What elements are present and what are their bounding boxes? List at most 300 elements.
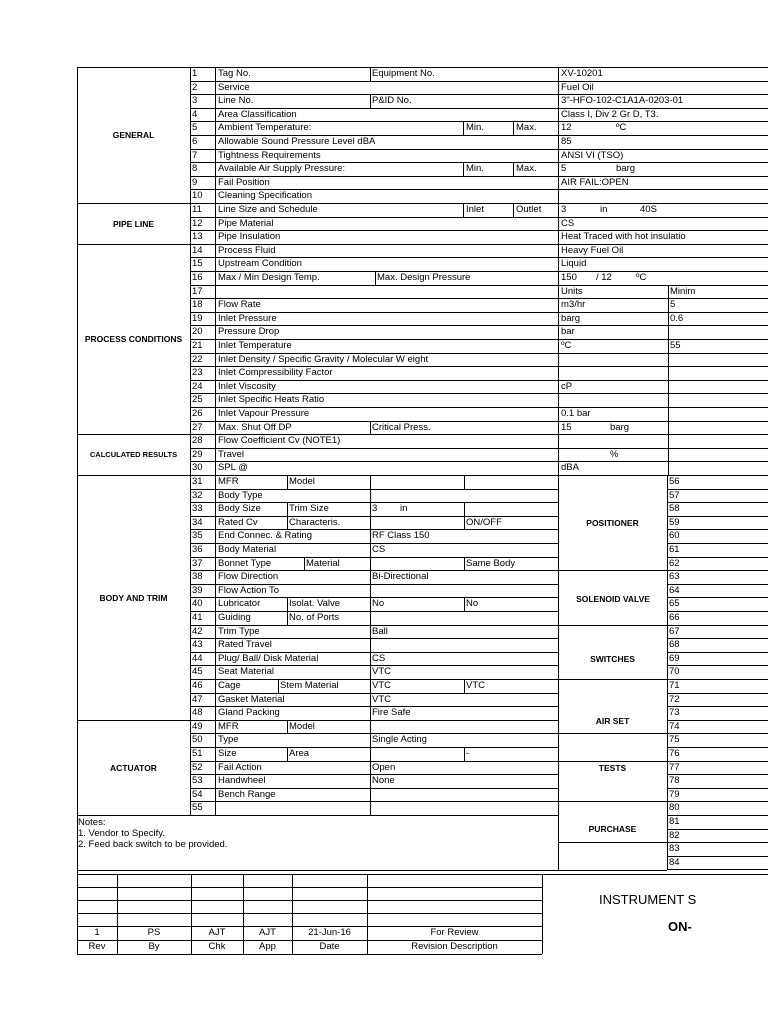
right-row-line — [667, 557, 768, 558]
row-sublabel: Model — [289, 476, 315, 487]
row-number: 50 — [192, 734, 203, 746]
right-row-line — [667, 665, 768, 666]
right-section-divider — [558, 870, 667, 871]
cell-divider — [513, 121, 514, 135]
cell-divider — [370, 625, 371, 639]
row-sublabel: Model — [289, 720, 315, 732]
right-row-number: 65 — [669, 598, 680, 610]
title-line-1: INSTRUMENT S — [599, 892, 697, 907]
row-label: Inlet Pressure — [218, 312, 277, 324]
row-value: XV-10201 — [561, 68, 603, 79]
row-number: 48 — [192, 707, 203, 719]
row-value: Fuel Oil — [561, 81, 594, 93]
section-switches: SWITCHES — [590, 654, 635, 664]
revision-row-line — [77, 954, 542, 955]
row-label: Available Air Supply Pressure: — [218, 163, 346, 175]
right-row-line — [667, 584, 768, 585]
cell-divider — [375, 271, 376, 285]
row-value: 0.1 bar — [561, 408, 591, 419]
right-row-number: 83 — [669, 843, 680, 855]
row-value: Liquid — [561, 258, 587, 270]
notes-heading: Notes: — [78, 817, 106, 828]
row-unit-secondary: 40S — [640, 204, 657, 215]
right-row-line — [667, 774, 768, 775]
max-label: Max. — [516, 122, 537, 134]
row-label: Rated Cv — [218, 516, 258, 528]
right-row-number: 66 — [669, 612, 680, 623]
row-number: 6 — [192, 136, 198, 147]
right-row-line — [667, 761, 768, 762]
row-label: Fail Position — [218, 176, 270, 188]
row-number: 39 — [192, 584, 203, 596]
row-sublabel: Characteris. — [289, 516, 341, 528]
rev-by: PS — [147, 927, 161, 938]
row-value: ANSI VI (TSO) — [561, 149, 624, 161]
row-value: 15 — [561, 421, 572, 433]
cell-divider — [370, 611, 371, 625]
right-row-number: 71 — [669, 680, 680, 691]
cell-divider — [370, 747, 371, 761]
row-number: 29 — [192, 448, 203, 460]
row-label: Lubricator — [218, 598, 261, 610]
row-sublabel: Area — [289, 748, 310, 759]
row-minimum: 5 — [670, 299, 676, 311]
right-row-number: 80 — [669, 802, 680, 814]
row-value: Fire Safe — [372, 707, 411, 719]
cell-divider — [370, 665, 371, 679]
cell-divider — [370, 421, 371, 435]
max-label: Max. — [516, 163, 537, 175]
number-column-left — [190, 67, 191, 815]
row-line — [190, 720, 558, 721]
row-number: 16 — [192, 272, 203, 283]
row-label: Size — [218, 748, 237, 759]
cell-divider — [464, 747, 465, 761]
right-row-line — [667, 869, 768, 870]
right-row-number: 57 — [669, 489, 680, 501]
row-unit: % — [610, 448, 619, 460]
row-sublabel: No. of Ports — [289, 612, 340, 623]
row-unit: barg — [610, 421, 630, 433]
row-value: 150 — [561, 272, 577, 283]
right-row-line — [667, 720, 768, 721]
row-value: dBA — [561, 462, 579, 474]
right-row-number: 62 — [669, 557, 680, 569]
row-sublabel: Material — [306, 557, 340, 569]
right-row-number: 72 — [669, 693, 680, 705]
row-label: Bench Range — [218, 788, 276, 800]
right-row-line — [667, 489, 768, 490]
revision-row-line — [77, 913, 542, 914]
row-number: 12 — [192, 217, 203, 229]
row-number: 21 — [192, 340, 203, 351]
row-number: 38 — [192, 571, 203, 583]
row-value: Single Acting — [372, 734, 427, 746]
cell-divider — [278, 679, 279, 693]
row-label: Gasket Material — [218, 693, 285, 705]
cell-divider — [370, 679, 371, 693]
cell-divider — [287, 502, 288, 516]
row-label: Fail Action — [218, 761, 262, 773]
right-row-line — [667, 516, 768, 517]
row-line — [190, 244, 768, 245]
row-sublabel: Isolat. Valve — [289, 598, 341, 610]
right-row-line — [667, 638, 768, 639]
right-row-line — [667, 706, 768, 707]
cell-divider — [464, 516, 465, 530]
row-label: End Connec. & Rating — [218, 530, 313, 542]
row-label: Inlet Temperature — [218, 340, 292, 351]
right-row-number: 64 — [669, 584, 680, 596]
row-number: 31 — [192, 476, 203, 487]
row-value: Heavy Fuel Oil — [561, 244, 624, 256]
row-number: 27 — [192, 421, 203, 433]
row-number: 15 — [192, 258, 203, 270]
row-number: 10 — [192, 190, 203, 202]
section-tests: TESTS — [598, 762, 627, 773]
row-label: Body Size — [218, 503, 261, 515]
row-label: Bonnet Type — [218, 557, 272, 569]
cell-divider — [370, 543, 371, 557]
cell-divider — [370, 570, 371, 584]
row-number: 46 — [192, 680, 203, 691]
row-label: Body Material — [218, 544, 277, 555]
cell-divider — [370, 475, 371, 489]
row-label: Line No. — [218, 95, 254, 107]
cell-divider — [287, 475, 288, 489]
row-minimum: 0.6 — [670, 312, 684, 324]
row-number: 3 — [192, 95, 198, 107]
row-value: cP — [561, 380, 573, 392]
section-air-set: AIR SET — [595, 715, 630, 726]
cell-divider — [370, 652, 371, 666]
row-number: 19 — [192, 312, 203, 324]
cell-divider — [287, 747, 288, 761]
row-option: No — [466, 598, 479, 610]
rev-header-date: Date — [319, 941, 340, 952]
row-number: 49 — [192, 720, 203, 732]
right-row-number: 58 — [669, 503, 680, 515]
row-value: 12 — [561, 122, 572, 134]
row-option: - — [466, 748, 470, 759]
rev-header-app: App — [259, 941, 276, 952]
row-value: ºC — [561, 340, 572, 351]
row-label: Pipe Material — [218, 217, 274, 229]
row-number: 8 — [192, 163, 198, 175]
row-label: Ambient Temperature: — [218, 122, 312, 134]
cell-divider — [370, 516, 371, 530]
row-sublabel: Critical Press. — [372, 421, 431, 433]
cell-divider — [463, 162, 464, 176]
row-label: Plug/ Ball/ Disk Material — [218, 652, 319, 664]
right-row-number: 69 — [669, 652, 680, 664]
row-number: 20 — [192, 326, 203, 338]
row-label: Area Classification — [218, 108, 297, 120]
right-row-number: 75 — [669, 734, 680, 746]
cell-divider — [287, 720, 288, 734]
right-row-line — [667, 842, 768, 843]
section-purchase: PURCHASE — [588, 824, 637, 834]
notes-bottom — [77, 870, 558, 871]
cell-divider — [464, 557, 465, 571]
row-label: Gland Packing — [218, 707, 280, 719]
rev-header-chk: Chk — [208, 941, 226, 952]
row-number: 13 — [192, 231, 203, 243]
cell-divider — [464, 679, 465, 693]
section-process-conditions: PROCESS CONDITIONS — [84, 334, 183, 344]
row-value: barg — [561, 312, 581, 324]
row-label: Allowable Sound Pressure Level dBA — [218, 136, 376, 147]
rev-app: AJT — [259, 927, 276, 938]
note-1: 1. Vendor to Specify. — [78, 828, 165, 839]
row-label: Flow Action To — [218, 584, 280, 596]
row-value: bar — [561, 326, 575, 338]
row-value: 5 — [561, 163, 567, 175]
right-row-number: 76 — [669, 748, 680, 759]
section-general: GENERAL — [112, 130, 155, 140]
cell-divider — [370, 67, 371, 81]
row-label: Max. Shut Off DP — [218, 421, 292, 433]
right-row-number: 73 — [669, 707, 680, 719]
cell-divider — [464, 502, 465, 516]
max-label: Outlet — [516, 204, 542, 215]
row-label: Inlet Specific Heats Ratio — [218, 394, 325, 406]
note-2: 2. Feed back switch to be provided. — [78, 839, 228, 850]
row-unit-secondary: ºC — [636, 272, 647, 283]
row-number: 42 — [192, 625, 203, 637]
row-label: Tag No. — [218, 68, 251, 79]
row-sublabel: Trim Size — [289, 503, 329, 515]
cell-divider — [370, 761, 371, 775]
right-row-number: 59 — [669, 516, 680, 528]
row-number: 51 — [192, 748, 203, 759]
cell-divider — [370, 801, 371, 815]
row-value: Class I, Div 2 Gr D, T3. — [561, 108, 659, 120]
row-value: AIR FAIL:OPEN — [561, 176, 629, 188]
right-row-number: 61 — [669, 544, 680, 555]
row-number: 24 — [192, 380, 203, 392]
row-line — [190, 461, 768, 462]
right-row-number: 68 — [669, 639, 680, 651]
cell-divider — [370, 706, 371, 720]
row-value: Heat Traced with hot insulatio — [561, 231, 686, 243]
right-row-line — [667, 693, 768, 694]
row-label: Line Size and Schedule — [218, 204, 318, 215]
row-number: 14 — [192, 244, 203, 256]
row-sublabel: Stem Material — [280, 680, 339, 691]
title-top — [542, 874, 768, 875]
section-body-and-trim: BODY AND TRIM — [99, 592, 168, 603]
row-number: 18 — [192, 299, 203, 311]
revision-row-line — [77, 887, 542, 888]
row-value: 3 — [561, 204, 567, 215]
right-row-number: 56 — [669, 476, 680, 487]
row-label: Body Type — [218, 489, 263, 501]
row-value: CS — [561, 217, 575, 229]
cell-divider — [463, 121, 464, 135]
extra-column — [668, 285, 669, 475]
row-label: Pipe Insulation — [218, 231, 281, 243]
cell-divider — [513, 162, 514, 176]
row-value: Ball — [372, 625, 388, 637]
row-label: Type — [218, 734, 239, 746]
row-label: Guiding — [218, 612, 251, 623]
right-row-line — [667, 788, 768, 789]
row-label: MFR — [218, 476, 239, 487]
right-row-number: 74 — [669, 720, 680, 732]
row-sublabel: Max. Design Pressure — [377, 272, 471, 283]
title-line-2: ON- — [668, 919, 692, 934]
cell-divider — [513, 203, 514, 217]
row-number: 9 — [192, 176, 198, 188]
right-row-line — [667, 829, 768, 830]
cell-divider — [287, 597, 288, 611]
cell-divider — [287, 516, 288, 530]
row-number: 53 — [192, 775, 203, 787]
row-sublabel: Equipment No. — [372, 68, 435, 79]
row-line — [190, 448, 768, 449]
row-value: 3"-HFO-102-C1A1A-0203-01 — [561, 95, 684, 107]
row-number: 36 — [192, 544, 203, 555]
row-number: 17 — [192, 285, 203, 297]
cell-divider — [463, 203, 464, 217]
row-label: Pressure Drop — [218, 326, 280, 338]
row-number: 34 — [192, 516, 203, 528]
row-label: Travel — [218, 448, 245, 460]
row-label: Rated Travel — [218, 639, 272, 651]
right-row-number: 63 — [669, 571, 680, 583]
right-row-line — [667, 815, 768, 816]
row-label: Flow Direction — [218, 571, 279, 583]
row-value: Open — [372, 761, 396, 773]
cell-divider — [464, 475, 465, 489]
section-calculated-results: CALCULATED RESULTS — [89, 449, 178, 459]
right-row-line — [667, 747, 768, 748]
cell-divider — [370, 597, 371, 611]
right-row-line — [667, 625, 768, 626]
row-minimum: Minim — [670, 285, 696, 297]
cell-divider — [370, 693, 371, 707]
cell-divider — [370, 774, 371, 788]
right-row-number: 77 — [669, 761, 680, 773]
row-value: Bi-Directional — [372, 571, 429, 583]
row-line — [190, 81, 768, 82]
row-label: Tightness Requirements — [218, 149, 321, 161]
right-row-line — [667, 597, 768, 598]
row-number: 32 — [192, 489, 203, 501]
row-option: ON/OFF — [466, 516, 502, 528]
rev-header-rev: Rev — [88, 941, 106, 952]
row-line — [190, 67, 768, 68]
row-value: Units — [561, 285, 583, 297]
rev-desc: For Review — [430, 927, 479, 938]
row-number: 23 — [192, 367, 203, 379]
right-row-line — [667, 801, 768, 802]
row-option: Same Body — [466, 557, 516, 569]
row-label: SPL @ — [218, 462, 248, 474]
cell-divider — [370, 94, 371, 108]
row-label: Service — [218, 81, 250, 93]
row-label: Cage — [218, 680, 241, 691]
row-label: Inlet Density / Specific Gravity / Molecular W eight — [218, 353, 429, 365]
right-number-column — [667, 475, 668, 869]
row-value: 3 — [372, 503, 378, 515]
row-unit: ºC — [616, 122, 627, 134]
min-label: Min. — [466, 163, 484, 175]
right-row-number: 79 — [669, 788, 680, 800]
row-minimum: 55 — [670, 340, 681, 351]
row-label: Trim Type — [218, 625, 260, 637]
row-line — [190, 217, 768, 218]
row-number: 7 — [192, 149, 198, 161]
cell-divider — [370, 557, 371, 571]
revision-row-line — [77, 874, 542, 875]
right-row-line — [667, 570, 768, 571]
row-number: 2 — [192, 81, 198, 93]
row-option: VTC — [466, 680, 485, 691]
row-label: Upstream Condition — [218, 258, 302, 270]
row-value: None — [372, 775, 395, 787]
row-number: 35 — [192, 530, 203, 542]
section-pipe-line: PIPE LINE — [112, 218, 155, 229]
row-label: Process Fluid — [218, 244, 276, 256]
rev-date: 21-Jun-16 — [308, 927, 351, 938]
right-row-line — [667, 856, 768, 857]
row-number: 28 — [192, 435, 203, 447]
row-value: m3/hr — [561, 299, 586, 311]
row-number: 37 — [192, 557, 203, 569]
row-value: CS — [372, 652, 386, 664]
cell-divider — [370, 489, 371, 503]
row-line — [190, 176, 768, 177]
row-line — [190, 815, 558, 816]
row-value: VTC — [372, 680, 391, 691]
row-unit: in — [400, 503, 408, 515]
cell-divider — [370, 529, 371, 543]
right-row-line — [667, 475, 768, 476]
right-row-line — [667, 611, 768, 612]
cell-divider — [370, 788, 371, 802]
row-number: 55 — [192, 802, 203, 814]
rev-header-by: By — [148, 941, 160, 952]
right-row-line — [667, 652, 768, 653]
row-line — [190, 298, 768, 299]
row-unit: in — [600, 204, 608, 215]
row-number: 26 — [192, 408, 203, 419]
row-label: Inlet Compressibility Factor — [218, 367, 333, 379]
section-actuator: ACTUATOR — [110, 763, 157, 773]
cell-divider — [370, 502, 371, 516]
row-label: Cleaning Specification — [218, 190, 313, 202]
cell-divider — [464, 597, 465, 611]
row-number: 33 — [192, 503, 203, 515]
row-value: CS — [372, 544, 386, 555]
cell-divider — [370, 733, 371, 747]
right-row-number: 84 — [669, 856, 680, 868]
row-value: 85 — [561, 136, 572, 147]
row-number: 11 — [192, 204, 202, 215]
cell-divider — [370, 584, 371, 598]
row-line — [190, 801, 558, 802]
right-row-line — [667, 529, 768, 530]
cell-divider — [304, 557, 305, 571]
row-number: 4 — [192, 108, 198, 120]
row-number: 43 — [192, 639, 203, 651]
right-row-number: 67 — [669, 625, 680, 637]
row-number: 30 — [192, 462, 203, 474]
min-label: Min. — [466, 122, 484, 134]
right-row-line — [667, 543, 768, 544]
